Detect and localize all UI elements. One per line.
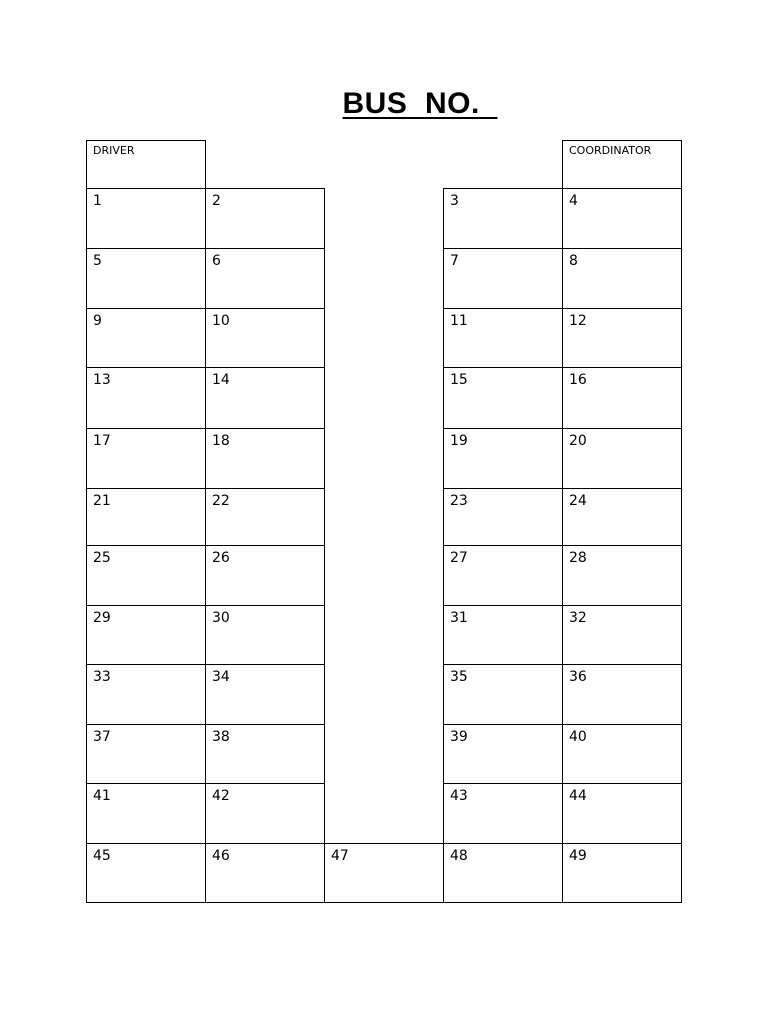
seat-box [86,248,206,309]
seat-box [205,248,325,309]
seat-box [562,367,682,429]
seat-number: 29 [93,610,111,626]
seat-number: 11 [450,313,468,329]
seat-number: 39 [450,729,468,745]
seat-box [562,605,682,665]
page-title: BUS NO. [342,87,498,120]
seat-box [86,664,206,725]
seat-box [562,724,682,784]
seat-number: 22 [212,493,230,509]
seat-box [443,188,563,249]
seat-box [86,605,206,665]
seat-box [86,308,206,368]
seat-number: 24 [569,493,587,509]
seat-number: 18 [212,433,230,449]
seat-number: 3 [450,193,459,209]
seat-number: 35 [450,669,468,685]
seat-box [443,428,563,489]
seat-box [443,367,563,429]
driver-box [86,140,206,189]
seat-number: 37 [93,729,111,745]
seat-box [562,843,682,903]
seat-box [205,783,325,844]
seat-box [205,605,325,665]
seat-number: 6 [212,253,221,269]
seat-number: 41 [93,788,111,804]
seat-number: 40 [569,729,587,745]
seat-number: 32 [569,610,587,626]
seat-number: 13 [93,372,111,388]
seat-number: 45 [93,848,111,864]
seat-number: 36 [569,669,587,685]
seat-number: 26 [212,550,230,566]
seat-box [443,545,563,606]
seat-box [443,308,563,368]
seat-number: 12 [569,313,587,329]
seat-number: 31 [450,610,468,626]
seat-box [562,664,682,725]
seat-box [443,783,563,844]
seat-number: 44 [569,788,587,804]
seat-box [205,308,325,368]
seat-number: 19 [450,433,468,449]
seat-box [443,843,563,903]
seat-box [86,367,206,429]
seat-box [443,605,563,665]
seat-box [205,545,325,606]
seat-box [562,545,682,606]
seat-number: 34 [212,669,230,685]
seat-number: 30 [212,610,230,626]
seat-box [205,664,325,725]
seat-number: 49 [569,848,587,864]
seat-number: 10 [212,313,230,329]
seat-box [86,843,206,903]
seat-box [86,488,206,546]
seat-number: 7 [450,253,459,269]
seat-number: 4 [569,193,578,209]
seat-number: 43 [450,788,468,804]
seat-box [205,188,325,249]
seat-box [86,428,206,489]
seat-number: 15 [450,372,468,388]
seat-number: 14 [212,372,230,388]
seat-box [562,488,682,546]
seat-number: 16 [569,372,587,388]
seat-box [562,248,682,309]
seat-number: 28 [569,550,587,566]
seat-number: 25 [93,550,111,566]
coordinator-box [562,140,682,189]
seat-number: 8 [569,253,578,269]
coordinator-label: COORDINATOR [569,144,652,157]
seat-box [205,428,325,489]
seat-number: 9 [93,313,102,329]
seat-number: 38 [212,729,230,745]
seat-box [86,545,206,606]
seat-box [562,188,682,249]
seat-box [443,248,563,309]
seat-number: 48 [450,848,468,864]
seat-box [562,428,682,489]
seat-box [443,488,563,546]
seat-number: 47 [331,848,349,864]
seat-number: 20 [569,433,587,449]
seat-number: 2 [212,193,221,209]
seat-box [443,724,563,784]
seat-number: 42 [212,788,230,804]
seat-box [86,188,206,249]
seat-box [86,783,206,844]
seat-number: 17 [93,433,111,449]
seat-box [443,664,563,725]
seat-number: 27 [450,550,468,566]
seat-number: 23 [450,493,468,509]
seat-number: 5 [93,253,102,269]
seat-box [86,724,206,784]
seat-box [205,843,325,903]
seat-number: 46 [212,848,230,864]
seat-box [205,724,325,784]
seat-box [324,843,444,903]
seat-number: 33 [93,669,111,685]
seat-box [205,488,325,546]
seat-box [205,367,325,429]
seat-number: 1 [93,193,102,209]
seat-box [562,783,682,844]
seat-box [562,308,682,368]
driver-label: DRIVER [93,144,135,157]
seat-number: 21 [93,493,111,509]
